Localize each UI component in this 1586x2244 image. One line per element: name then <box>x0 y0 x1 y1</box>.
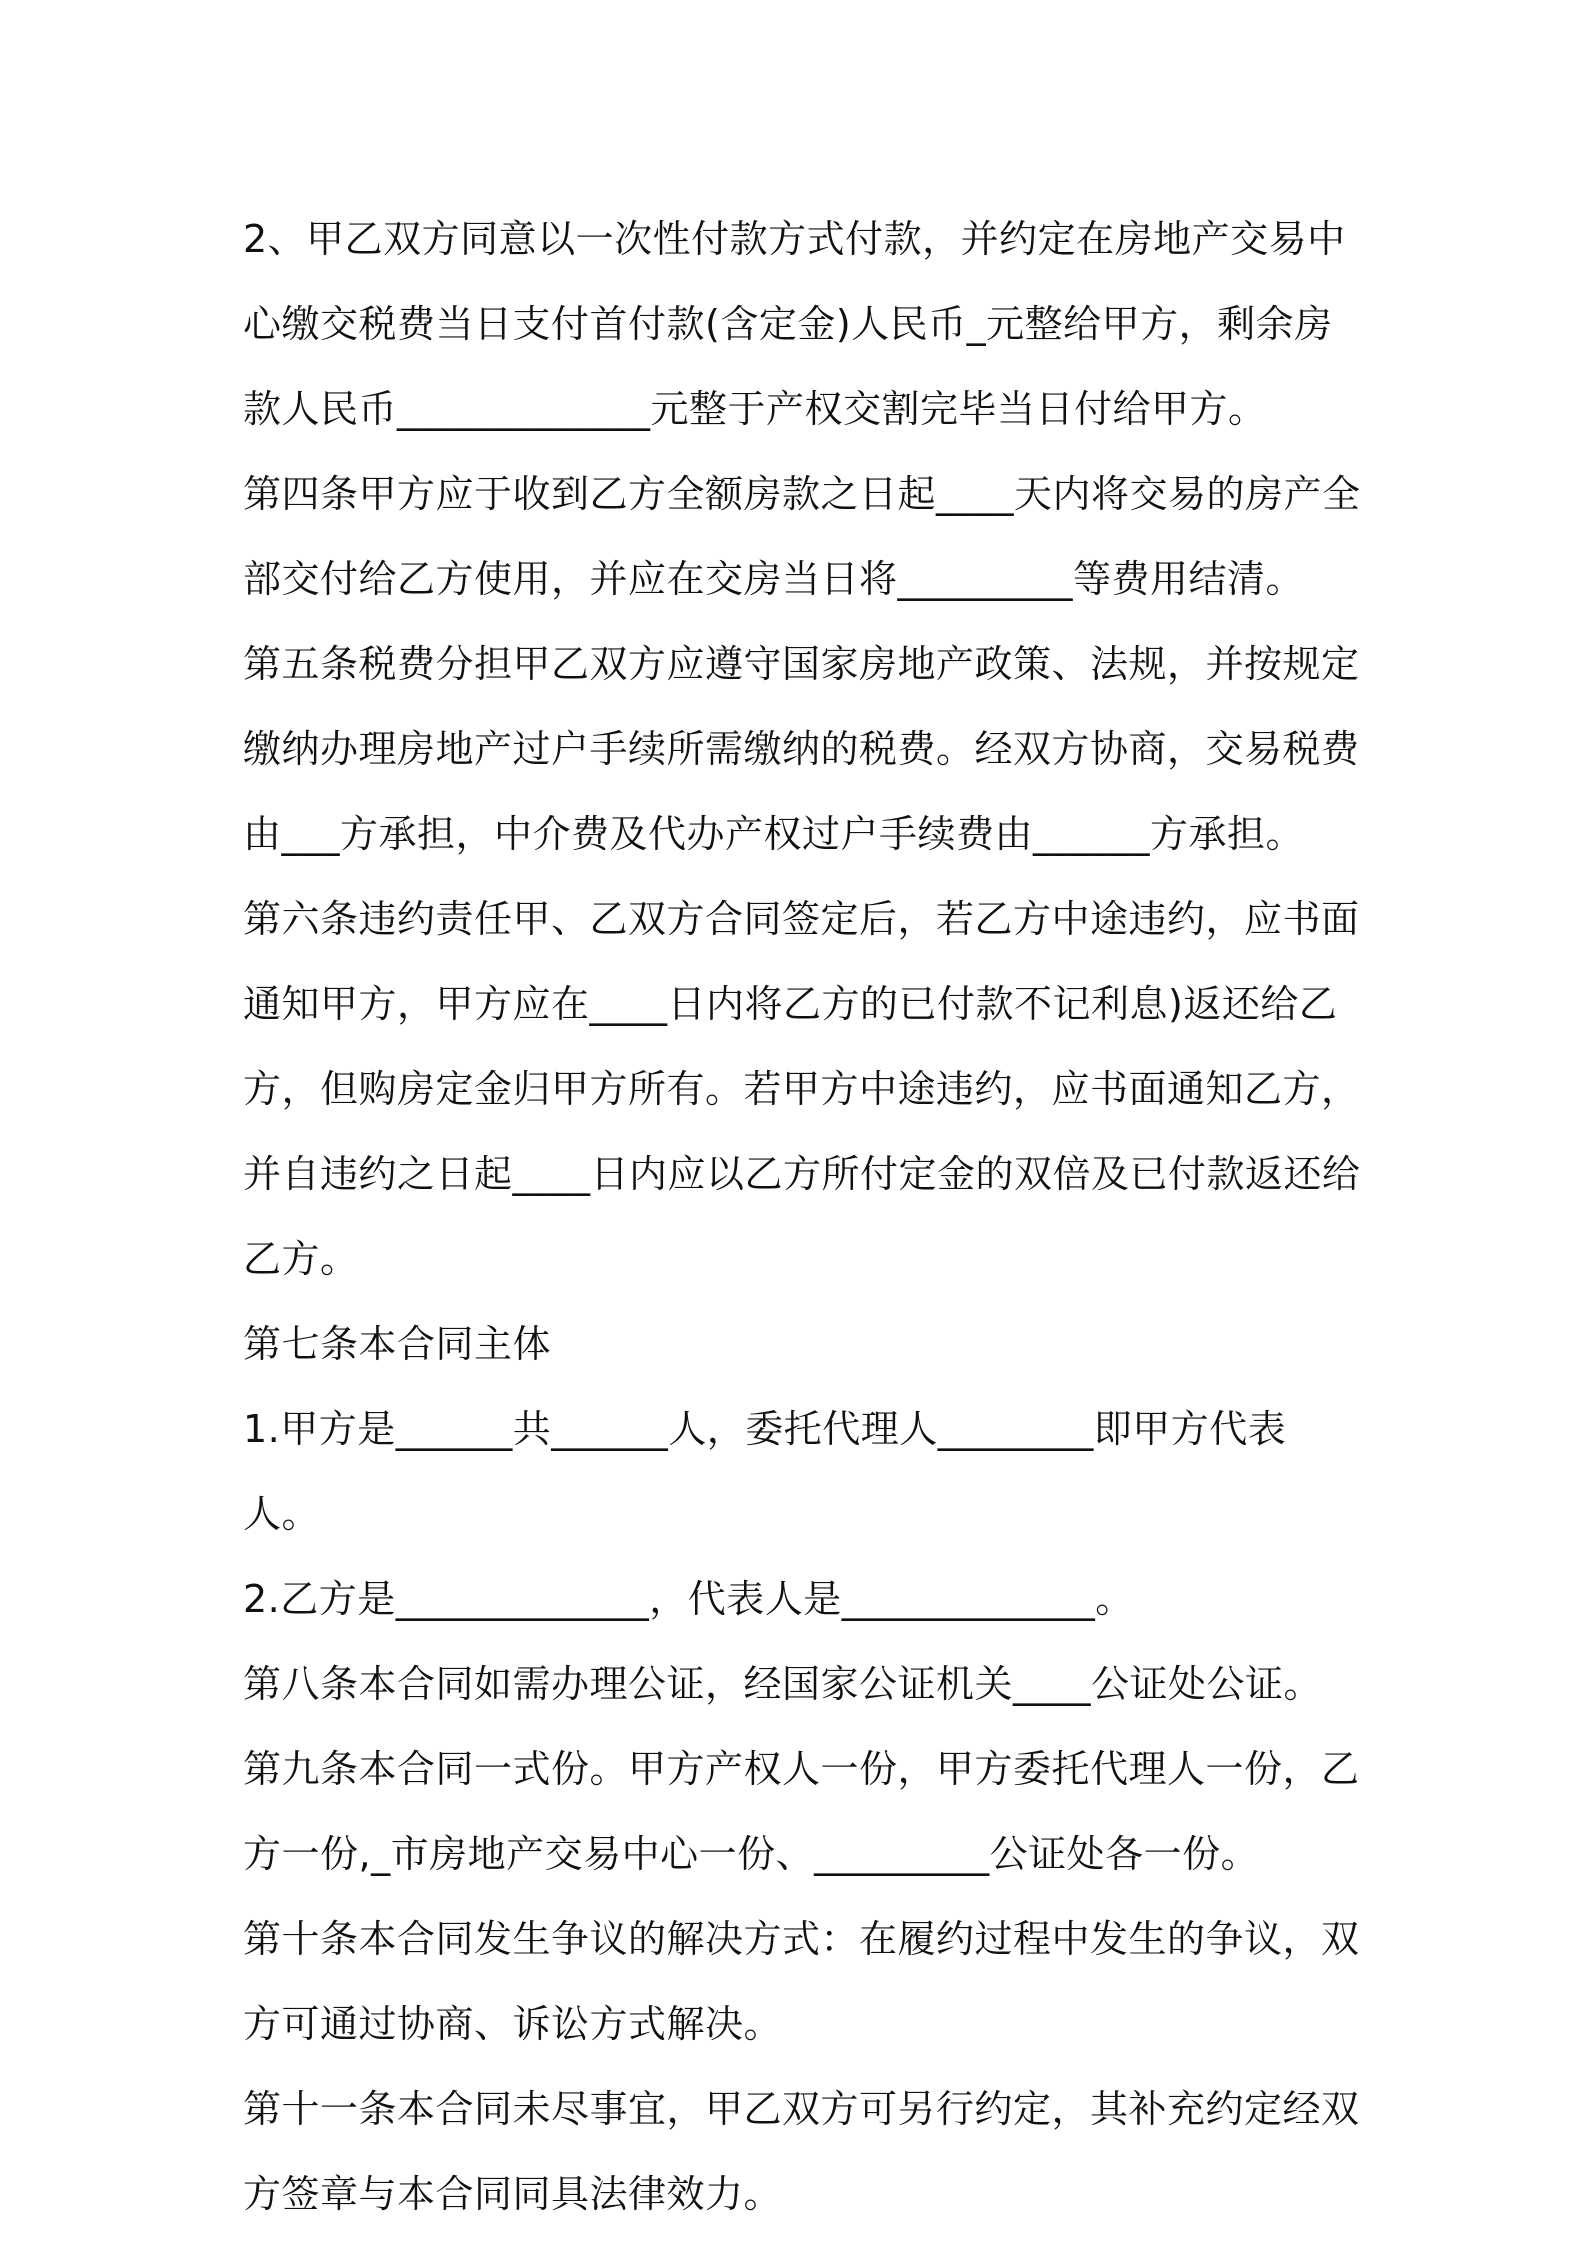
document-body <box>243 197 1363 2237</box>
paragraph-payment-terms: 2、甲乙双方同意以一次性付款方式付款，并约定在房地产交易中心缴交税费当日支付首付款(含定金)人民币_元整给甲方，剩余房款人民币_____________元整于产权交割完毕当日付给甲方。 <box>243 217 1346 431</box>
paragraph-article-6: 第六条违约责任甲、乙双方合同签定后，若乙方中途违约，应书面通知甲方，甲方应在____日内将乙方的已付款不记利息)返还给乙方，但购房定金归甲方所有。若甲方中途违约，应书面通知乙方，并自违约之日起____日内应以乙方所付定金的双倍及已付款返还给乙方。 <box>243 897 1361 1281</box>
paragraph-article-7-party-a: 1.甲方是______共______人，委托代理人________即甲方代表人。 <box>243 1407 1287 1536</box>
paragraph-article-4: 第四条甲方应于收到乙方全额房款之日起____天内将交易的房产全部交付给乙方使用，并应在交房当日将_________等费用结清。 <box>243 472 1361 601</box>
paragraph-article-7-party-b: 2.乙方是_____________，代表人是_____________。 <box>243 1577 1134 1621</box>
paragraph-article-9: 第九条本合同一式份。甲方产权人一份，甲方委托代理人一份，乙方一份,_市房地产交易中心一份、_________公证处各一份。 <box>243 1747 1360 1876</box>
paragraph-article-5: 第五条税费分担甲乙双方应遵守国家房地产政策、法规，并按规定缴纳办理房地产过户手续所需缴纳的税费。经双方协商，交易税费由___方承担，中介费及代办产权过户手续费由______方承担。 <box>243 642 1360 856</box>
paragraph-article-8: 第八条本合同如需办理公证，经国家公证机关____公证处公证。 <box>243 1662 1323 1706</box>
paragraph-article-10: 第十条本合同发生争议的解决方式：在履约过程中发生的争议，双方可通过协商、诉讼方式解决。 <box>243 1917 1360 2046</box>
paragraph-article-7-title: 第七条本合同主体 <box>243 1322 552 1366</box>
paragraph-article-11: 第十一条本合同未尽事宜，甲乙双方可另行约定，其补充约定经双方签章与本合同同具法律效力。 <box>243 2087 1360 2216</box>
